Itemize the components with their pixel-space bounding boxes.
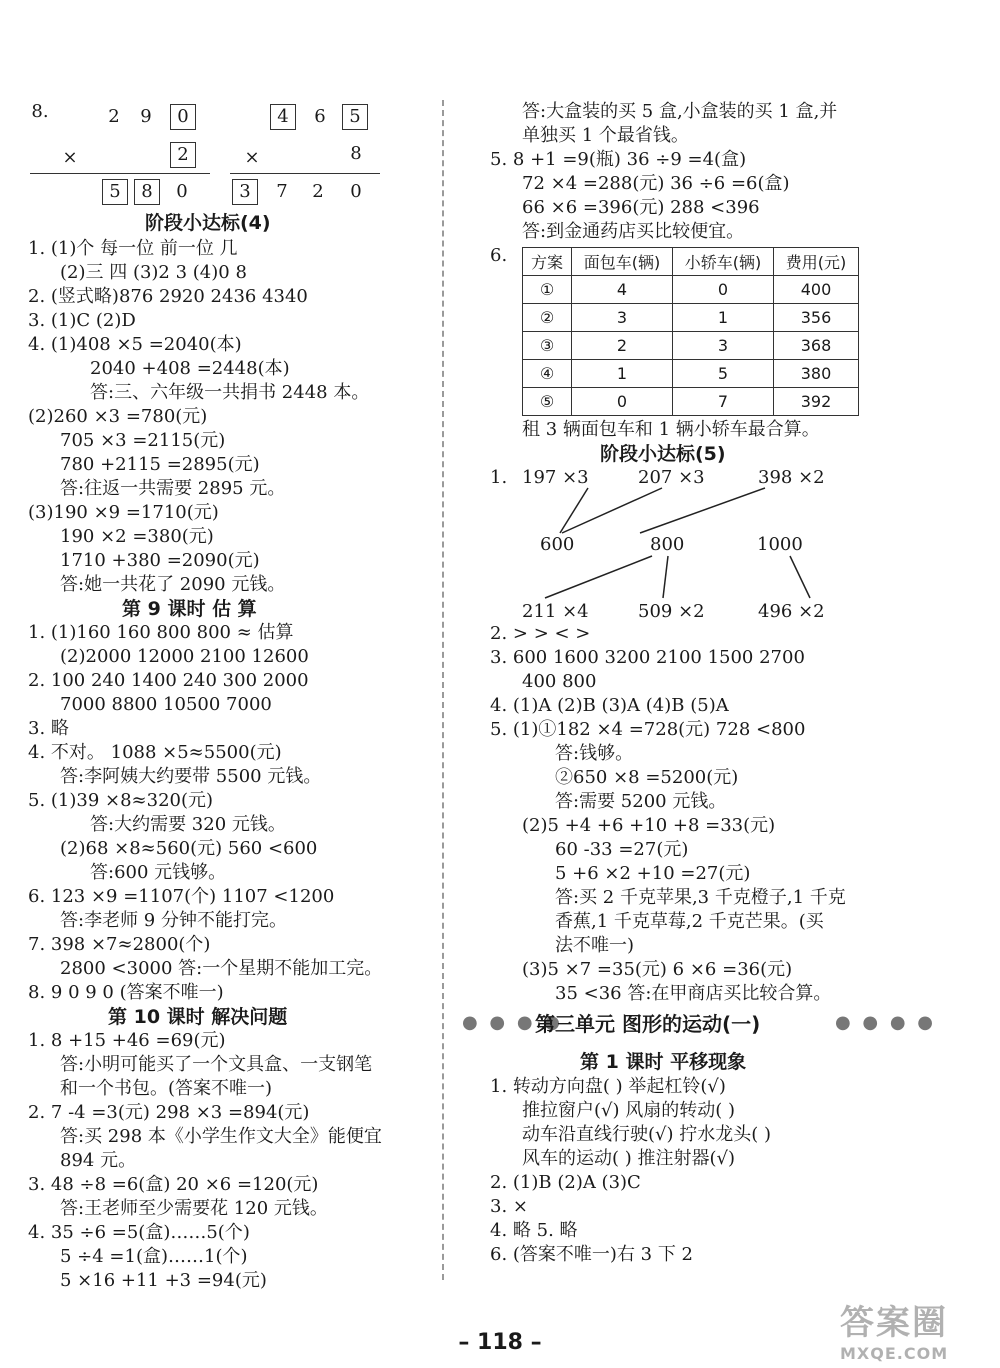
watermark-logo <box>840 1295 990 1365</box>
section-heading: 阶段小达标(4) <box>145 212 271 234</box>
match-line <box>640 488 765 533</box>
table-cell: 400 <box>774 276 859 304</box>
answer-line: 7. 398 ×7≈2800(个) <box>28 934 211 955</box>
match-top-item: 398 ×2 <box>758 467 825 488</box>
question-number: 6. <box>490 245 508 266</box>
table-cell: ④ <box>523 360 572 388</box>
table-cell: ⑤ <box>523 388 572 416</box>
answer-line: 答:买 2 千克苹果,3 千克橙子,1 千克 <box>555 887 846 908</box>
answer-line: 66 ×6 =396(元) 288 <396 <box>522 197 760 218</box>
answer-line: 答:她一共花了 2090 元钱。 <box>60 574 286 595</box>
answer-line: 答:到金通药店买比较便宜。 <box>522 221 745 242</box>
table-cell: ② <box>523 304 572 332</box>
answer-line: 72 ×4 =288(元) 36 ÷6 =6(盒) <box>522 173 790 194</box>
answer-line: 400 800 <box>522 671 597 692</box>
table-cell: 1 <box>673 304 774 332</box>
table-cell: 5 <box>673 360 774 388</box>
answer-line: 2. (1)B (2)A (3)C <box>490 1172 641 1193</box>
section-heading: 阶段小达标(5) <box>600 443 726 465</box>
table-cell: 0 <box>673 276 774 304</box>
match-line <box>562 488 662 533</box>
answer-line: 5. (1)①182 ×4 =728(元) 728 <800 <box>490 719 806 740</box>
match-bottom-item: 211 ×4 <box>522 601 589 622</box>
answer-line: (2)260 ×3 =780(元) <box>28 406 208 427</box>
answer-box: 0 <box>170 104 196 130</box>
answer-line: 2. 7 -4 =3(元) 298 ×3 =894(元) <box>28 1102 310 1123</box>
match-top-item: 197 ×3 <box>522 467 589 488</box>
question-number: 8. <box>31 101 49 122</box>
match-line <box>560 488 588 533</box>
answer-line: 5 ÷4 =1(盒)……1(个) <box>60 1246 248 1267</box>
table-cell: ① <box>523 276 572 304</box>
answer-line: 4. (1)A (2)B (3)A (4)B (5)A <box>490 695 729 716</box>
times-sign: × <box>62 147 78 168</box>
match-line <box>545 556 652 598</box>
answer-line: 1. (1)160 160 800 800 ≈ 估算 <box>28 622 294 643</box>
answer-line: 5. 8 +1 =9(瓶) 36 ÷9 =4(盒) <box>490 149 747 170</box>
answer-line: 705 ×3 =2115(元) <box>60 430 226 451</box>
answer-line: 4. 略 5. 略 <box>490 1220 578 1241</box>
answer-box: 3 <box>232 179 258 205</box>
answer-line: 5 ×16 +11 +3 =94(元) <box>60 1270 267 1291</box>
answer-line: 答:李老师 9 分钟不能打完。 <box>60 910 287 931</box>
table-header: 面包车(辆) <box>572 248 673 276</box>
digit: 0 <box>176 181 188 202</box>
digit: 6 <box>314 106 326 127</box>
decorative-dots: ● ● ● ● <box>462 1012 563 1033</box>
digit: 9 <box>140 106 152 127</box>
answer-line: 答:李阿姨大约要带 5500 元钱。 <box>60 766 322 787</box>
match-mid-item: 600 <box>540 534 575 555</box>
answer-line: (2)68 ×8≈560(元) 560 <600 <box>60 838 318 859</box>
answer-line: 2. > > < > <box>490 623 591 644</box>
answer-line: 答:三、六年级一共捐书 2448 本。 <box>90 382 370 403</box>
answer-line: 风车的运动( ) 推注射器(√) <box>522 1148 736 1169</box>
answer-line: 7000 8800 10500 7000 <box>60 694 272 715</box>
answer-line: 和一个书包。(答案不唯一) <box>60 1078 273 1099</box>
answer-line: 答:大盒装的买 5 盒,小盒装的买 1 盒,并 <box>522 101 838 122</box>
answer-line: 3. (1)C (2)D <box>28 310 136 331</box>
answer-line: 答:往返一共需要 2895 元。 <box>60 478 286 499</box>
digit: 0 <box>350 181 362 202</box>
digit: 2 <box>312 181 324 202</box>
answer-line: 2040 +408 =2448(本) <box>90 358 290 379</box>
answer-line: 推拉窗户(√) 风扇的转动( ) <box>522 1100 736 1121</box>
answer-line: 答:小明可能买了一个文具盒、一支钢笔 <box>60 1054 373 1075</box>
answer-line: (2)2000 12000 2100 12600 <box>60 646 309 667</box>
unit-heading: 第三单元 图形的运动(一) <box>535 1012 761 1036</box>
answer-box: 8 <box>134 179 160 205</box>
answer-line: 6. (答案不唯一)右 3 下 2 <box>490 1244 694 1265</box>
answer-line: (3)5 ×7 =35(元) 6 ×6 =36(元) <box>522 959 793 980</box>
match-line <box>790 556 810 598</box>
table-cell: 356 <box>774 304 859 332</box>
answer-line: 8. 9 0 9 0 (答案不唯一) <box>28 982 224 1003</box>
answer-line: 答:钱够。 <box>555 743 634 764</box>
answer-line: 4. 不对。 1088 ×5≈5500(元) <box>28 742 282 763</box>
match-bottom-item: 509 ×2 <box>638 601 705 622</box>
answer-line: 法不唯一) <box>555 935 635 956</box>
answer-line: 780 +2115 =2895(元) <box>60 454 260 475</box>
match-bottom-item: 496 ×2 <box>758 601 825 622</box>
digit: 8 <box>350 143 362 164</box>
section-heading: 第 1 课时 平移现象 <box>580 1051 747 1073</box>
table-header: 小轿车(辆) <box>673 248 774 276</box>
table-cell: 7 <box>673 388 774 416</box>
answer-line: 1. 转动方向盘( ) 举起杠铃(√) <box>490 1076 726 1097</box>
answer-line: 2. 100 240 1400 240 300 2000 <box>28 670 309 691</box>
answer-line: 单独买 1 个最省钱。 <box>522 125 689 146</box>
answer-box: 4 <box>270 104 296 130</box>
answer-line: 3. 48 ÷8 =6(盒) 20 ×6 =120(元) <box>28 1174 319 1195</box>
answer-line: 动车沿直线行驶(√) 拧水龙头( ) <box>522 1124 772 1145</box>
table-cell: 4 <box>572 276 673 304</box>
answer-line: 2. (竖式略)876 2920 2436 4340 <box>28 286 308 307</box>
answer-line: 4. (1)408 ×5 =2040(本) <box>28 334 242 355</box>
question-number: 1. <box>490 467 508 488</box>
answer-line: 5 +6 ×2 +10 =27(元) <box>555 863 751 884</box>
answer-line: 4. 35 ÷6 =5(盒)……5(个) <box>28 1222 250 1243</box>
table-cell: 2 <box>572 332 673 360</box>
table-cell: 3 <box>673 332 774 360</box>
digit: 2 <box>108 106 120 127</box>
answer-line: (2)三 四 (3)2 3 (4)0 8 <box>60 262 247 283</box>
answer-box: 5 <box>102 179 128 205</box>
answer-line: 6. 123 ×9 =1107(个) 1107 <1200 <box>28 886 335 907</box>
answer-line: 2800 <3000 答:一个星期不能加工完。 <box>60 958 383 979</box>
answer-line: 3. 600 1600 3200 2100 1500 2700 <box>490 647 805 668</box>
table-header: 费用(元) <box>774 248 859 276</box>
table-cell: 0 <box>572 388 673 416</box>
times-sign: × <box>244 147 260 168</box>
answer-line: 60 -33 =27(元) <box>555 839 689 860</box>
answer-line: 1. 8 +15 +46 =69(元) <box>28 1030 226 1051</box>
decorative-dots: ● ● ● ● <box>835 1012 936 1033</box>
table-cell: 1 <box>572 360 673 388</box>
answer-line: 190 ×2 =380(元) <box>60 526 214 547</box>
table-cell: 392 <box>774 388 859 416</box>
answer-line: 租 3 辆面包车和 1 辆小轿车最合算。 <box>522 419 820 440</box>
answer-line: 答:需要 5200 元钱。 <box>555 791 727 812</box>
answer-box: 5 <box>342 104 368 130</box>
match-top-item: 207 ×3 <box>638 467 705 488</box>
answer-line: 35 <36 答:在甲商店买比较合算。 <box>555 983 832 1004</box>
answer-line: (2)5 +4 +6 +10 +8 =33(元) <box>522 815 776 836</box>
section-heading: 第 10 课时 解决问题 <box>108 1006 288 1028</box>
table-cell: 380 <box>774 360 859 388</box>
answer-line: 5. (1)39 ×8≈320(元) <box>28 790 214 811</box>
table-cell: ③ <box>523 332 572 360</box>
table-header: 方案 <box>523 248 572 276</box>
answer-line: 香蕉,1 千克草莓,2 千克芒果。(买 <box>555 911 824 932</box>
match-line <box>663 556 668 598</box>
answer-line: 答:买 298 本《小学生作文大全》能便宜 <box>60 1126 382 1147</box>
digit: 7 <box>276 181 288 202</box>
answer-line: ②650 ×8 =5200(元) <box>555 767 739 788</box>
answer-line: 3. 略 <box>28 718 69 739</box>
section-heading: 第 9 课时 估 算 <box>122 598 257 620</box>
answer-line: 3. × <box>490 1196 528 1217</box>
table-cell: 3 <box>572 304 673 332</box>
answer-line: 答:王老师至少需要花 120 元钱。 <box>60 1198 328 1219</box>
match-mid-item: 1000 <box>757 534 803 555</box>
answer-line: 答:600 元钱够。 <box>90 862 227 883</box>
answer-line: 1. (1)个 每一位 前一位 几 <box>28 238 238 259</box>
match-mid-item: 800 <box>650 534 685 555</box>
answer-line: 1710 +380 =2090(元) <box>60 550 260 571</box>
table-cell: 368 <box>774 332 859 360</box>
page-number: – 118 – <box>458 1330 542 1355</box>
watermark-text: 答案圈 <box>840 1303 948 1343</box>
answer-line: (3)190 ×9 =1710(元) <box>28 502 219 523</box>
answer-line: 答:大约需要 320 元钱。 <box>90 814 286 835</box>
answer-line: 894 元。 <box>60 1150 137 1171</box>
watermark-url: MXQE.COM <box>840 1344 949 1363</box>
answer-box: 2 <box>170 142 196 168</box>
